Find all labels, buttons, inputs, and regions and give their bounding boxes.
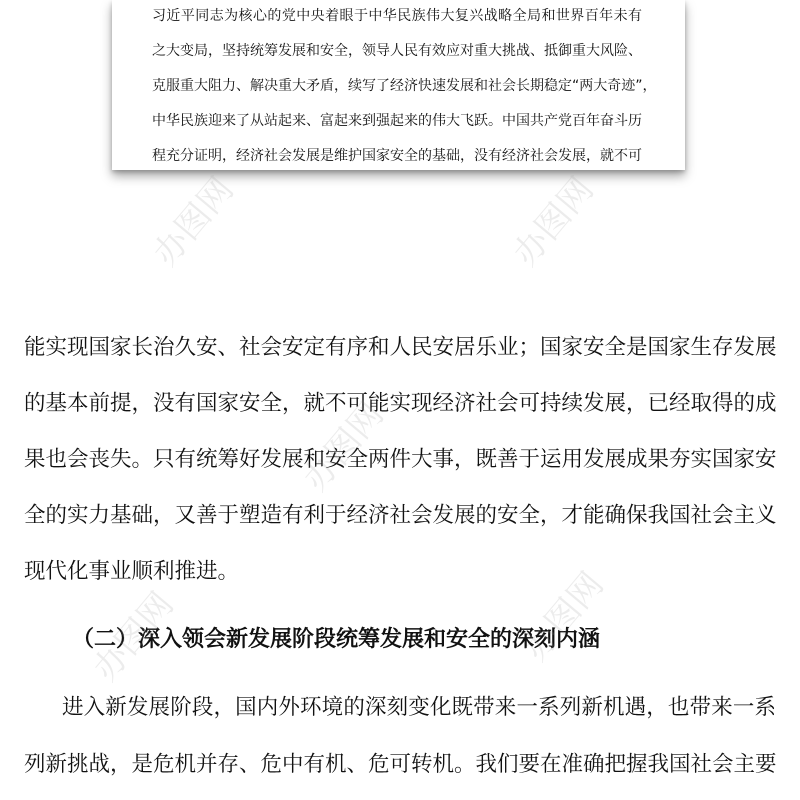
paragraph-line: 进入新发展阶段，国内外环境的深刻变化既带来一系列新机遇，也带来一系 <box>62 695 776 720</box>
quoted-text-card <box>112 0 685 170</box>
section-heading: （二）深入领会新发展阶段统筹发展和安全的深刻内涵 <box>72 627 601 652</box>
watermark: 办图网 <box>85 584 182 689</box>
body-line: 的基本前提，没有国家安全，就不可能实现经济社会可持续发展，已经取得的成 <box>24 391 777 416</box>
card-line: 克服重大阻力、解决重大矛盾，续写了经济快速发展和社会长期稳定“两大奇迹”， <box>152 78 657 94</box>
card-line: 程充分证明，经济社会发展是维护国家安全的基础，没有经济社会发展，就不可 <box>152 148 642 164</box>
watermark: 办图网 <box>505 169 602 274</box>
paragraph-line: 列新挑战，是危机并存、危中有机、危可转机。我们要在准确把握我国社会主要 <box>24 752 777 777</box>
watermark: 办图网 <box>145 169 242 274</box>
body-line: 能实现国家长治久安、社会安定有序和人民安居乐业；国家安全是国家生存发展 <box>24 335 777 360</box>
body-line: 果也会丧失。只有统筹好发展和安全两件大事，既善于运用发展成果夯实国家安 <box>24 447 777 472</box>
watermark: 办图网 <box>515 564 612 669</box>
card-line: 中华民族迎来了从站起来、富起来到强起来的伟大飞跃。中国共产党百年奋斗历 <box>152 113 642 129</box>
watermark: 办图网 <box>295 394 392 499</box>
card-line: 习近平同志为核心的党中央着眼于中华民族伟大复兴战略全局和世界百年未有 <box>152 8 642 24</box>
card-line: 之大变局，坚持统筹发展和安全，领导人民有效应对重大挑战、抵御重大风险、 <box>152 43 642 59</box>
body-line: 现代化事业顺利推进。 <box>24 559 240 584</box>
body-line: 全的实力基础，又善于塑造有利于经济社会发展的安全，才能确保我国社会主义 <box>24 503 777 528</box>
